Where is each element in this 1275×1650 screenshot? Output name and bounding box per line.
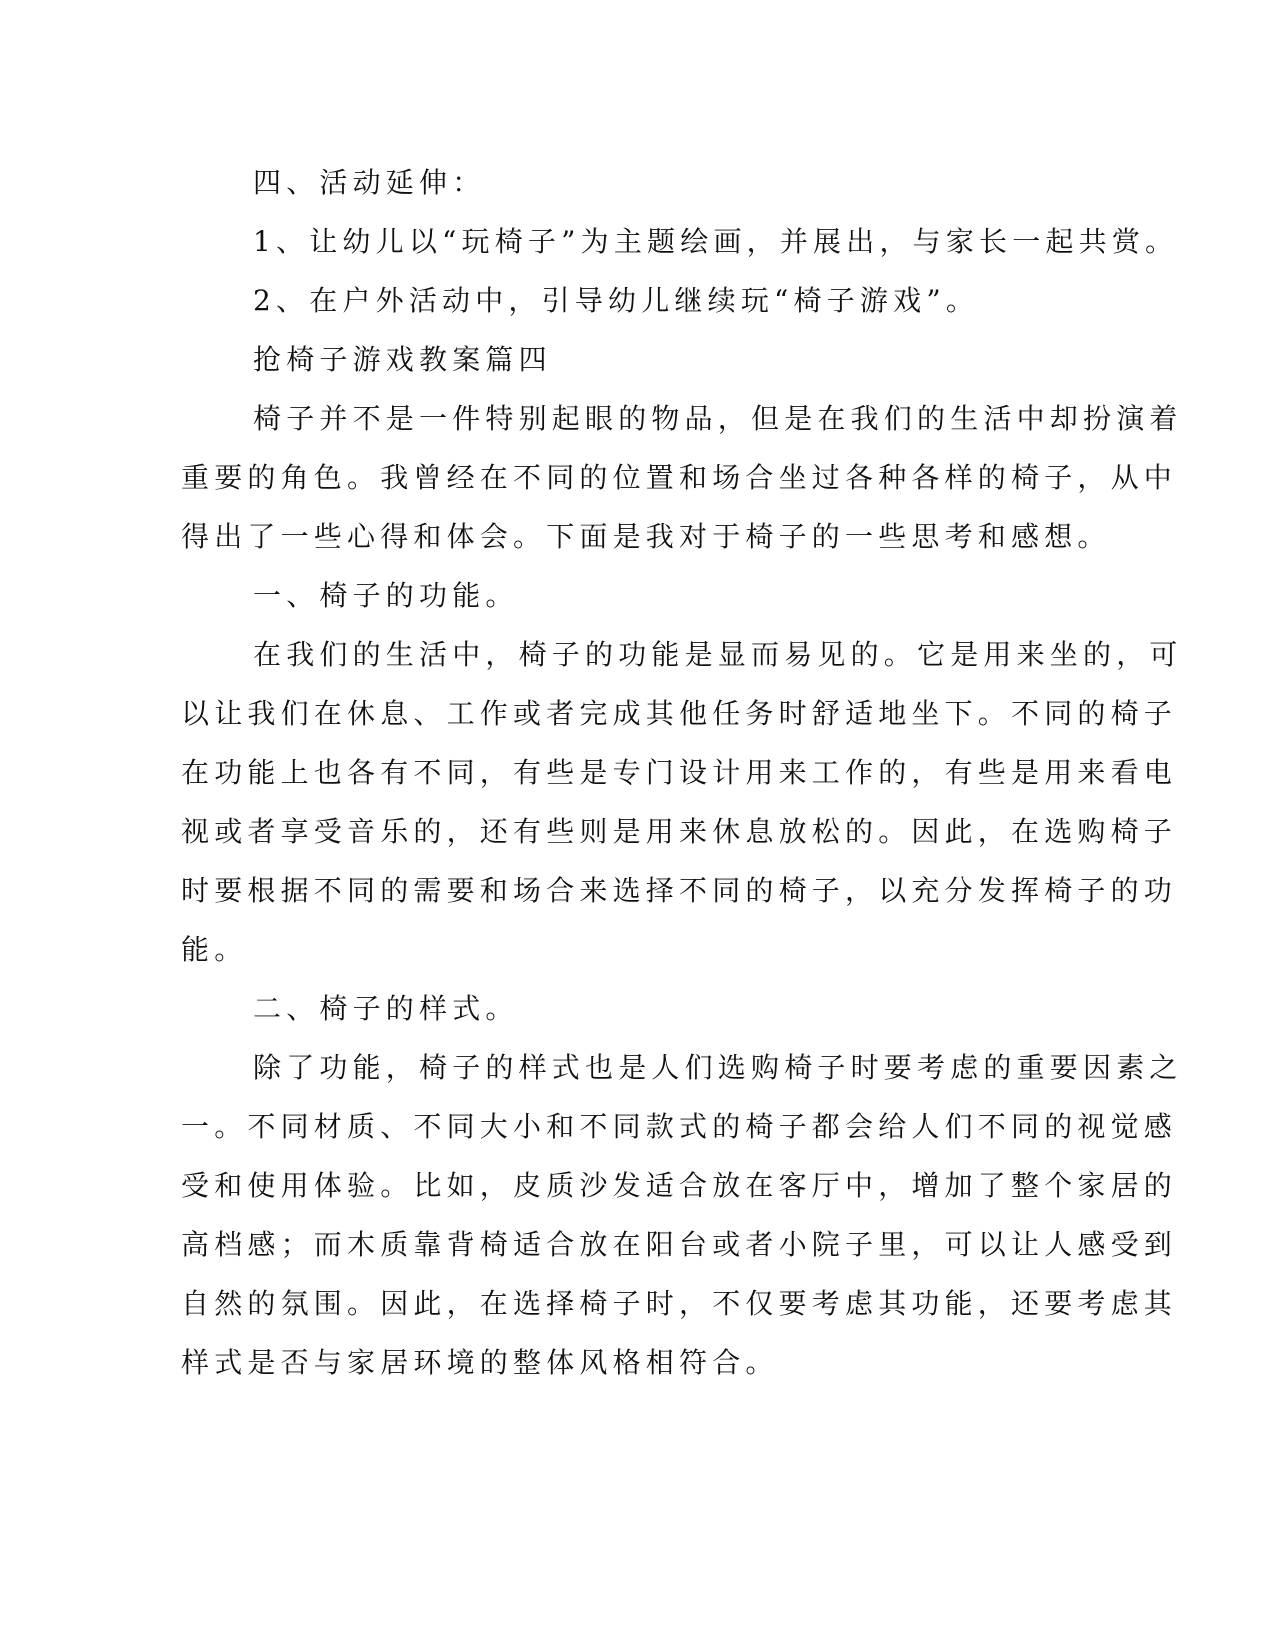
text-line: 1、让幼儿以“玩椅子”为主题绘画，并展出，与家长一起共赏。 [253,225,1179,258]
text-line: 能。 [181,933,248,966]
text-line: 视或者享受音乐的，还有些则是用来休息放松的。因此，在选购椅子 [181,815,1178,848]
text-line: 重要的角色。我曾经在不同的位置和场合坐过各种各样的椅子，从中 [181,461,1178,494]
text-line: 一。不同材质、不同大小和不同款式的椅子都会给人们不同的视觉感 [181,1110,1178,1143]
text-line: 以让我们在休息、工作或者完成其他任务时舒适地坐下。不同的椅子 [181,697,1178,730]
section-heading-chair-function: 一、椅子的功能。 [253,579,519,612]
section-title-lesson-four: 抢椅子游戏教案篇四 [253,343,552,376]
text-line: 2、在户外活动中，引导幼儿继续玩“椅子游戏”。 [253,284,980,317]
text-line: 时要根据不同的需要和场合来选择不同的椅子，以充分发挥椅子的功 [181,874,1178,907]
section-heading-chair-style: 二、椅子的样式。 [253,992,519,1025]
text-line: 在功能上也各有不同，有些是专门设计用来工作的，有些是用来看电 [181,756,1178,789]
text-line: 椅子并不是一件特别起眼的物品，但是在我们的生活中却扮演着 [253,402,1183,435]
text-line: 除了功能，椅子的样式也是人们选购椅子时要考虑的重要因素之 [253,1051,1183,1084]
text-line: 样式是否与家居环境的整体风格相符合。 [181,1346,779,1379]
text-line: 在我们的生活中，椅子的功能是显而易见的。它是用来坐的，可 [253,638,1183,671]
text-line: 得出了一些心得和体会。下面是我对于椅子的一些思考和感想。 [181,520,1111,553]
text-line: 自然的氛围。因此，在选择椅子时，不仅要考虑其功能，还要考虑其 [181,1287,1178,1320]
section-heading-activity-extension: 四、活动延伸： [253,166,486,199]
text-line: 受和使用体验。比如，皮质沙发适合放在客厅中，增加了整个家居的 [181,1169,1178,1202]
text-line: 高档感；而木质靠背椅适合放在阳台或者小院子里，可以让人感受到 [181,1228,1178,1261]
